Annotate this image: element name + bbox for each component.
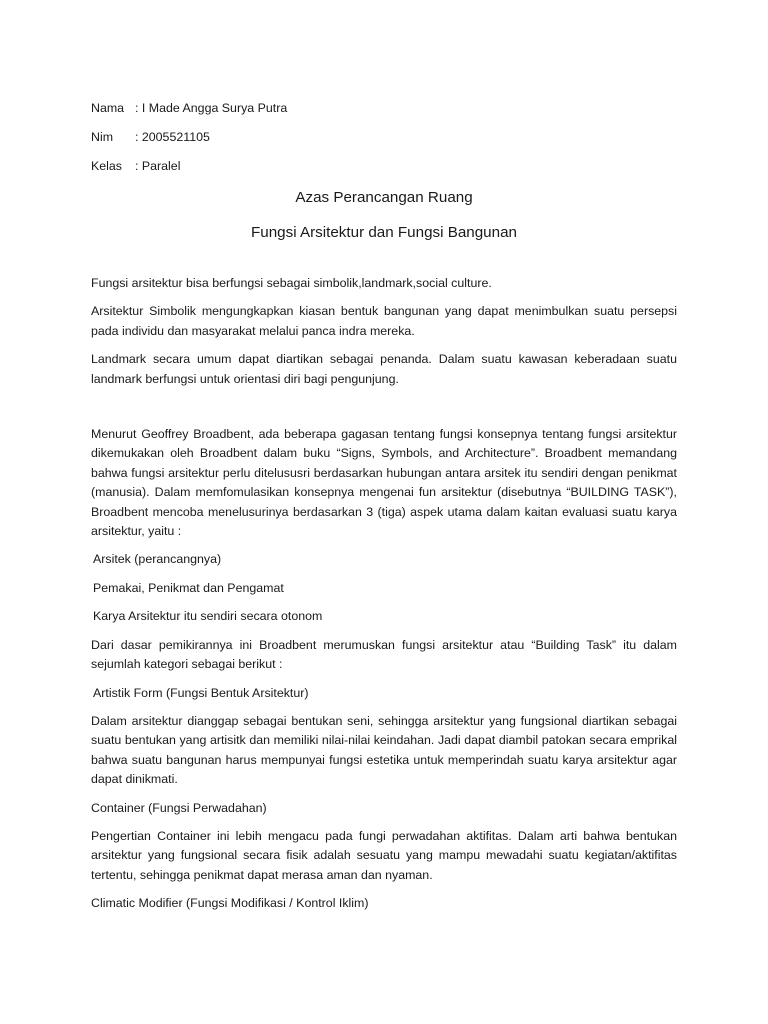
list-item-architect: Arsitek (perancangnya) <box>93 552 222 567</box>
paragraph-artistic-form: Dalam arsitektur dianggap sebagai bentukan seni, sehingga arsitektur yang fungsional diartikan sebagai suatu bentukan yang artisitk dan memiliki nilai-nilai keindahan. Jadi dapat diambil patokan secara emprikal bahwa suatu bangunan harus mempunyai fungsi estetika untuk memperindah suatu karya arsitektur agar dapat dinikmati. <box>91 713 677 787</box>
heading-container: Container (Fungsi Perwadahan) <box>91 800 267 815</box>
class-value: : Paralel <box>135 158 181 173</box>
document-subtitle: Fungsi Arsitektur dan Fungsi Bangunan <box>251 224 517 241</box>
nim-row <box>91 123 677 152</box>
document-page <box>91 94 677 923</box>
heading-artistic-form: Artistik Form (Fungsi Bentuk Arsitektur) <box>93 685 309 700</box>
paragraph-intro: Fungsi arsitektur bisa berfungsi sebagai simbolik,landmark,social culture. <box>91 276 492 290</box>
name-value: : I Made Angga Surya Putra <box>135 100 288 115</box>
class-label: Kelas <box>91 158 122 173</box>
nim-label: Nim <box>91 129 114 144</box>
paragraph-landmark: Landmark secara umum dapat diartikan sebagai penanda. Dalam suatu kawasan keberadaan suatu landmark berfungsi untuk orientasi diri bagi pengunjung. <box>91 352 677 386</box>
paragraph-categories: Dari dasar pemikirannya ini Broadbent merumuskan fungsi arsitektur atau “Building Task” itu dalam sejumlah kategori sebagai berikut : <box>91 637 677 672</box>
paragraph-container: Pengertian Container ini lebih mengacu pada fungi perwadahan aktifitas. Dalam arti bahwa bentukan arsitektur yang fungsional secara fisik adalah sesuatu yang mampu mewadahi suatu kegiatan/aktifitas tertentu, sehingga penikmat dapat merasa aman dan nyaman. <box>91 828 677 882</box>
name-row <box>91 94 677 123</box>
list-item-work: Karya Arsitektur itu sendiri secara otonom <box>93 609 323 624</box>
heading-climatic-modifier: Climatic Modifier (Fungsi Modifikasi / Kontrol Iklim) <box>91 896 369 911</box>
paragraph-symbolic: Arsitektur Simbolik mengungkapkan kiasan bentuk bangunan yang dapat menimbulkan suatu persepsi pada individu dan masyarakat melalui panca indra mereka. <box>91 304 677 338</box>
nim-value: : 2005521105 <box>135 129 210 144</box>
paragraph-broadbent: Menurut Geoffrey Broadbent, ada beberapa gagasan tentang fungsi konsepnya tentang fungsi arsitektur dikemukakan oleh Broadbent dalam buku “Signs, Symbols, and Architecture”. Broadbent memandang bahwa fungsi arsitektur perlu ditelususri berdasarkan hubungan antara arsitek itu sendiri dengan penikmat (manusia). Dalam memfomulasikan konsepnya mengenai fun arsitektur (disebutnya “BUILDING TASK”), Broadbent mencoba menelusurinya berdasarkan 3 (tiga) aspek utama dalam kaitan evaluasi suatu karya arsitektur, yaitu : <box>91 427 677 539</box>
list-item-user: Pemakai, Penikmat dan Pengamat <box>93 580 284 595</box>
document-title: Azas Perancangan Ruang <box>295 189 473 206</box>
class-row <box>91 152 677 181</box>
name-label: Nama <box>91 100 125 115</box>
